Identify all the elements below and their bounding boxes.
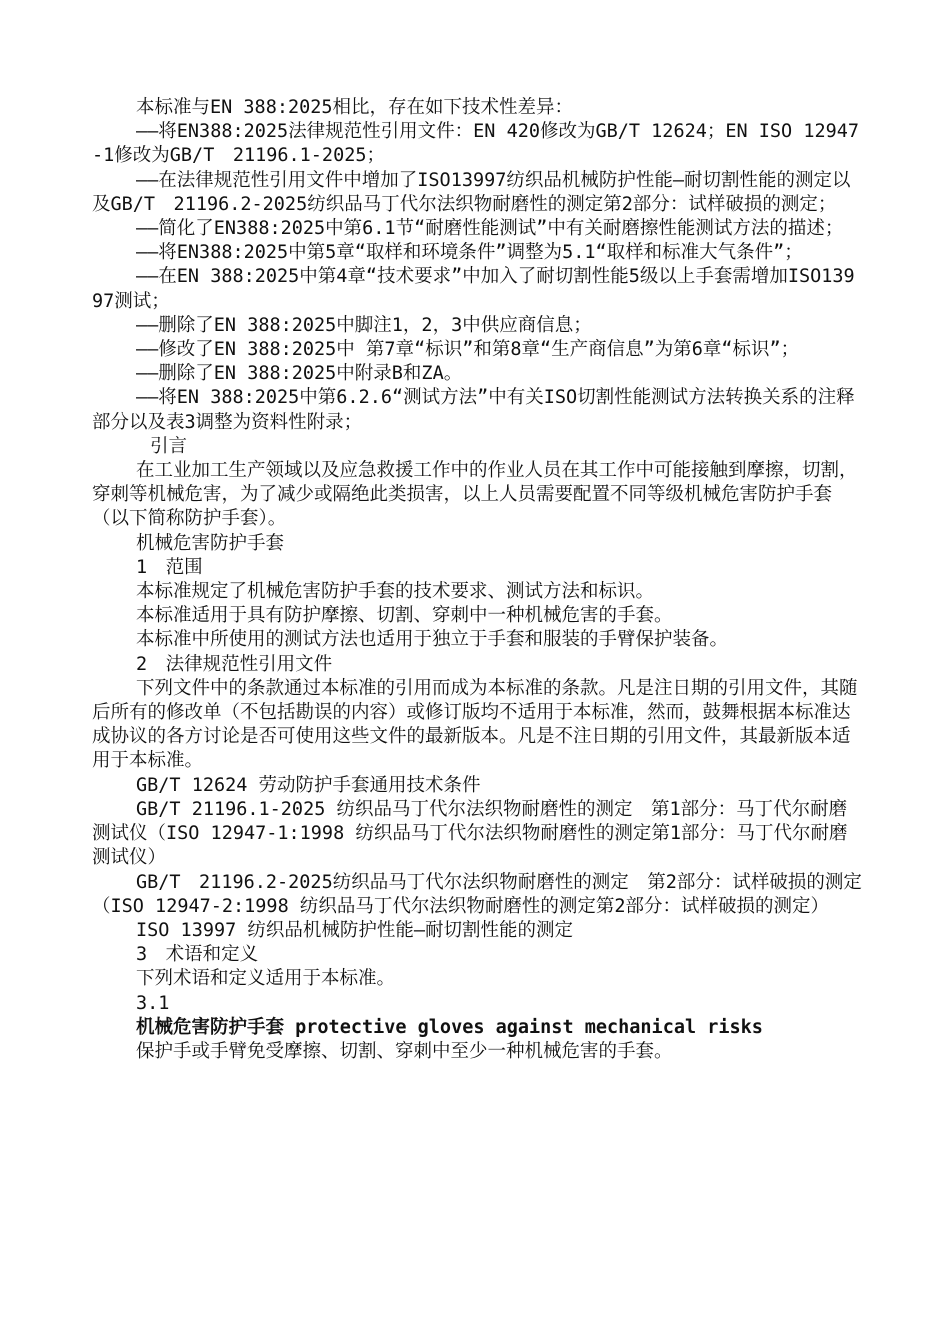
difference-item: ——修改了EN 388:2025中 第7章“标识”和第8章“生产商信息”为第6章“标识”； xyxy=(136,339,800,361)
terms-paragraph: 下列术语和定义适用于本标准。 xyxy=(136,968,396,990)
foreword-heading: 引言 xyxy=(150,435,188,457)
reference-item: GB/T 12624 劳动防护手套通用技术条件 xyxy=(136,774,481,796)
reference-item: GB/T 21196.2-2025纺织品马丁代尔法织物耐磨性的测定 第2部分：试样破损的测定（ISO 12947-2:1998 纺织品马丁代尔法织物耐磨性的测定第2部分：试样破损的测定） xyxy=(92,871,862,917)
foreword-paragraph: 在工业加工生产领域以及应急救援工作中的作业人员在其工作中可能接触到摩擦，切割，穿刺等机械危害，为了减少或隔绝此类损害，以上人员需要配置不同等级机械危害防护手套（以下简称防护手套）。 xyxy=(92,460,858,530)
term-number: 3.1 xyxy=(136,992,170,1014)
difference-item: ——将EN388:2025法律规范性引用文件：EN 420修改为GB/T 12624；EN ISO 12947-1修改为GB/T 21196.1-2025； xyxy=(92,121,860,167)
term-name: 机械危害防护手套 protective gloves against mechanical risks xyxy=(136,1016,763,1038)
difference-item: ——在EN 388:2025中第4章“技术要求”中加入了耐切割性能5级以上手套需增加ISO13997测试； xyxy=(92,266,855,312)
intro-differences: 本标准与EN 388:2025相比，存在如下技术性差异： xyxy=(136,97,574,118)
difference-item: ——将EN388:2025中第5章“取样和环境条件”调整为5.1“取样和标准大气条件”； xyxy=(136,242,803,264)
difference-item: ——简化了EN388:2025中第6.1节“耐磨性能测试”中有关耐磨擦性能测试方法的描述； xyxy=(136,218,844,240)
difference-item: ——删除了EN 388:2025中脚注1，2，3中供应商信息； xyxy=(136,314,592,336)
reference-item: GB/T 21196.1-2025 纺织品马丁代尔法织物耐磨性的测定 第1部分：马丁代尔耐磨测试仪（ISO 12947-1:1998 纺织品马丁代尔法织物耐磨性的测定第1部分：马丁代尔耐磨测试仪） xyxy=(92,798,848,869)
section-heading-scope: 1 范围 xyxy=(136,556,203,578)
difference-item: ——将EN 388:2025中第6.2.6“测试方法”中有关ISO切割性能测试方法转换关系的注释部分以及表3调整为资料性附录； xyxy=(92,387,855,433)
scope-paragraph: 本标准规定了机械危害防护手套的技术要求、测试方法和标识。 xyxy=(136,581,655,603)
references-paragraph: 下列文件中的条款通过本标准的引用而成为本标准的条款。凡是注日期的引用文件，其随后所有的修改单（不包括勘误的内容）或修订版均不适用于本标准，然而，鼓舞根据本标准达成协议的各方讨论是否可使用这些文件的最新版本。凡是不注日期的引用文件，其最新版本适用于本标准。 xyxy=(92,677,858,772)
document-title: 机械危害防护手套 xyxy=(136,532,285,554)
term-definition: 保护手或手臂免受摩擦、切割、穿刺中至少一种机械危害的手套。 xyxy=(136,1040,673,1062)
difference-item: ——在法律规范性引用文件中增加了ISO13997纺织品机械防护性能—耐切割性能的测定以及GB/T 21196.2-2025纺织品马丁代尔法织物耐磨性的测定第2部分：试样破损的测定； xyxy=(92,169,851,215)
scope-paragraph: 本标准适用于具有防护摩擦、切割、穿刺中一种机械危害的手套。 xyxy=(136,605,673,627)
document-page xyxy=(92,96,862,1064)
difference-item: ——删除了EN 388:2025中附录B和ZA。 xyxy=(136,363,463,385)
scope-paragraph: 本标准中所使用的测试方法也适用于独立于手套和服装的手臂保护装备。 xyxy=(136,629,729,651)
section-heading-terms: 3 术语和定义 xyxy=(136,944,259,966)
reference-item: ISO 13997 纺织品机械防护性能—耐切割性能的测定 xyxy=(136,919,574,941)
section-heading-references: 2 法律规范性引用文件 xyxy=(136,653,333,675)
